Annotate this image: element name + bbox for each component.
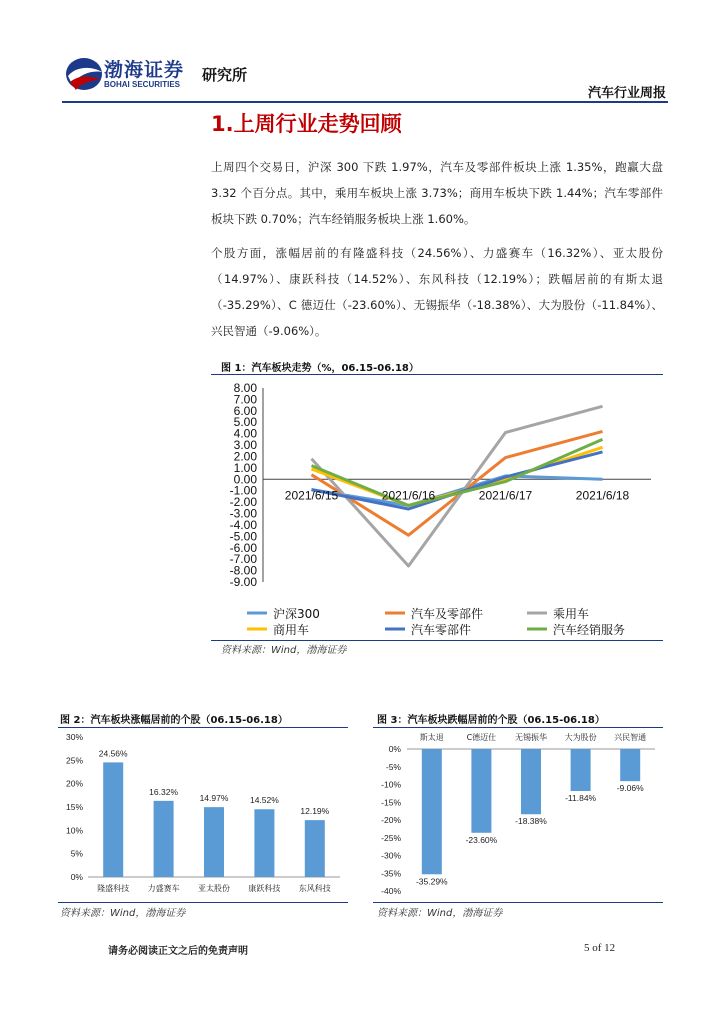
y-tick-label: -1.00 (229, 483, 257, 498)
y-tick-label: -20% (381, 815, 401, 825)
y-tick-label: -40% (381, 886, 401, 896)
y-tick-label: -2.00 (229, 495, 257, 510)
y-tick-label: 10% (65, 825, 83, 836)
y-tick-label: -9.00 (229, 575, 257, 589)
figure2-top-rule (58, 727, 348, 728)
figure1-title: 图 1：汽车板块走势（%，06.15-06.18） (221, 363, 419, 374)
x-tick-label: 东风科技 (298, 884, 331, 893)
y-tick-label: -8.00 (229, 563, 257, 578)
figure1-line-chart (211, 376, 663, 640)
y-tick-label: -5.00 (229, 529, 257, 544)
y-tick-label: -10% (381, 779, 401, 790)
x-tick-label: 2021/6/15 (284, 488, 339, 503)
figure2-bottom-rule (58, 902, 348, 903)
y-tick-label: -7.00 (229, 552, 257, 567)
bar (305, 820, 325, 877)
y-tick-label: 6.00 (233, 403, 257, 418)
bar (471, 749, 491, 833)
y-tick-label: 15% (65, 802, 83, 812)
x-tick-label: 康跃科技 (248, 884, 281, 893)
y-tick-label: 30% (65, 732, 83, 742)
figure3-source: 资料来源：Wind，渤海证券 (377, 908, 503, 919)
y-tick-label: 25% (65, 755, 83, 766)
bar (521, 749, 541, 814)
figure3-bottom-rule (373, 902, 663, 903)
brand-name-cn: 渤海证券 (104, 59, 185, 81)
bar (571, 749, 591, 791)
y-tick-label: -30% (381, 850, 401, 861)
x-tick-label: C德迈仕 (466, 733, 497, 742)
figure1-source: 资料来源：Wind，渤海证券 (221, 645, 347, 656)
section-title: 1.上周行业走势回顾 (211, 112, 402, 136)
figure2-source: 资料来源：Wind，渤海证券 (60, 908, 186, 919)
data-label: -18.38% (515, 816, 547, 827)
figure3-top-rule (373, 727, 663, 728)
header-divider (62, 101, 668, 103)
x-tick-label: 2021/6/16 (381, 488, 436, 503)
legend-label: 汽车及零部件 (411, 607, 484, 621)
y-tick-label: 4.00 (233, 426, 257, 441)
figure2-title: 图 2：汽车板块涨幅居前的个股（06.15-06.18） (60, 715, 288, 726)
data-label: -11.84% (565, 793, 597, 804)
figure2-bar-chart (58, 729, 348, 901)
x-tick-label: 大为股份 (564, 733, 597, 742)
x-tick-label: 兴民智通 (614, 733, 647, 742)
bar (620, 749, 640, 781)
legend-label: 沪深300 (273, 607, 320, 621)
data-label: -23.60% (465, 834, 498, 845)
data-label: -35.29% (415, 876, 448, 887)
data-label: 16.32% (149, 786, 179, 797)
bar (422, 749, 442, 874)
legend-label: 汽车经销服务 (553, 623, 626, 637)
legend-label: 商用车 (273, 623, 310, 637)
brand-name-en: BOHAI SECURITIES (104, 80, 181, 89)
y-tick-label: -15% (381, 797, 401, 808)
y-tick-label: 2.00 (233, 449, 257, 464)
x-tick-label: 亚太股份 (198, 884, 230, 893)
bar (154, 801, 174, 877)
y-tick-label: 0% (388, 744, 401, 754)
y-tick-label: 1.00 (233, 460, 257, 475)
x-tick-label: 隆盛科技 (97, 884, 130, 893)
paragraph-stock-review: 个股方面，涨幅居前的有隆盛科技（24.56%）、力盛赛车（16.32%）、亚太股份（14.97%）、康跃科技（14.52%）、东风科技（12.19%）；跌幅居前的有斯太退（-35.29%）、C 德迈仕（-23.60%）、无锡振华（-18.38%）、大为股份（-11.84%）、兴民智通（-9.06%）。 (211, 246, 663, 338)
paragraph-market-review: 上周四个交易日，沪深 300 下跌 1.97%，汽车及零部件板块上涨 1.35%，跑赢大盘 3.32 个百分点。其中，乘用车板块上涨 3.73%；商用车板块下跌 1.44%；汽车零部件板块下跌 0.70%；汽车经销服务板块上涨 1.60%。 (211, 160, 663, 226)
x-tick-label: 力盛赛车 (147, 884, 180, 893)
y-tick-label: 5.00 (233, 415, 257, 430)
data-label: 12.19% (300, 806, 330, 817)
y-tick-label: 8.00 (233, 381, 257, 395)
y-tick-label: 5% (70, 848, 83, 859)
y-tick-label: 3.00 (233, 438, 257, 453)
y-tick-label: -6.00 (229, 540, 257, 555)
data-label: -9.06% (616, 783, 644, 794)
y-tick-label: -3.00 (229, 506, 257, 521)
figure3-bar-chart (373, 729, 663, 901)
legend-label: 汽车零部件 (411, 623, 472, 637)
figure3-title: 图 3：汽车板块跌幅居前的个股（06.15-06.18） (377, 715, 605, 726)
y-tick-label: 7.00 (233, 392, 257, 407)
y-tick-label: 0% (70, 872, 83, 882)
footer-disclaimer: 请务必阅读正文之后的免责声明 (108, 946, 248, 957)
y-tick-label: -25% (381, 832, 401, 843)
y-tick-label: -4.00 (229, 517, 257, 532)
institute-label: 研究所 (202, 66, 248, 84)
bar (254, 809, 274, 877)
y-tick-label: -35% (381, 868, 401, 879)
y-tick-label: 20% (65, 778, 83, 789)
figure1-top-rule (211, 374, 663, 375)
bar (103, 762, 123, 877)
x-tick-label: 无锡振华 (515, 733, 547, 742)
data-label: 14.97% (199, 793, 229, 804)
data-label: 14.52% (249, 795, 279, 806)
x-tick-label: 2021/6/17 (478, 488, 533, 503)
report-type: 汽车行业周报 (587, 86, 666, 101)
bar (204, 807, 224, 877)
y-tick-label: 0.00 (233, 472, 257, 487)
x-tick-label: 2021/6/18 (575, 488, 630, 503)
data-label: 24.56% (98, 748, 128, 759)
x-tick-label: 斯太退 (419, 733, 444, 742)
y-tick-label: -5% (385, 761, 401, 772)
legend-label: 乘用车 (553, 607, 590, 621)
page-number: 5 of 12 (584, 942, 616, 954)
